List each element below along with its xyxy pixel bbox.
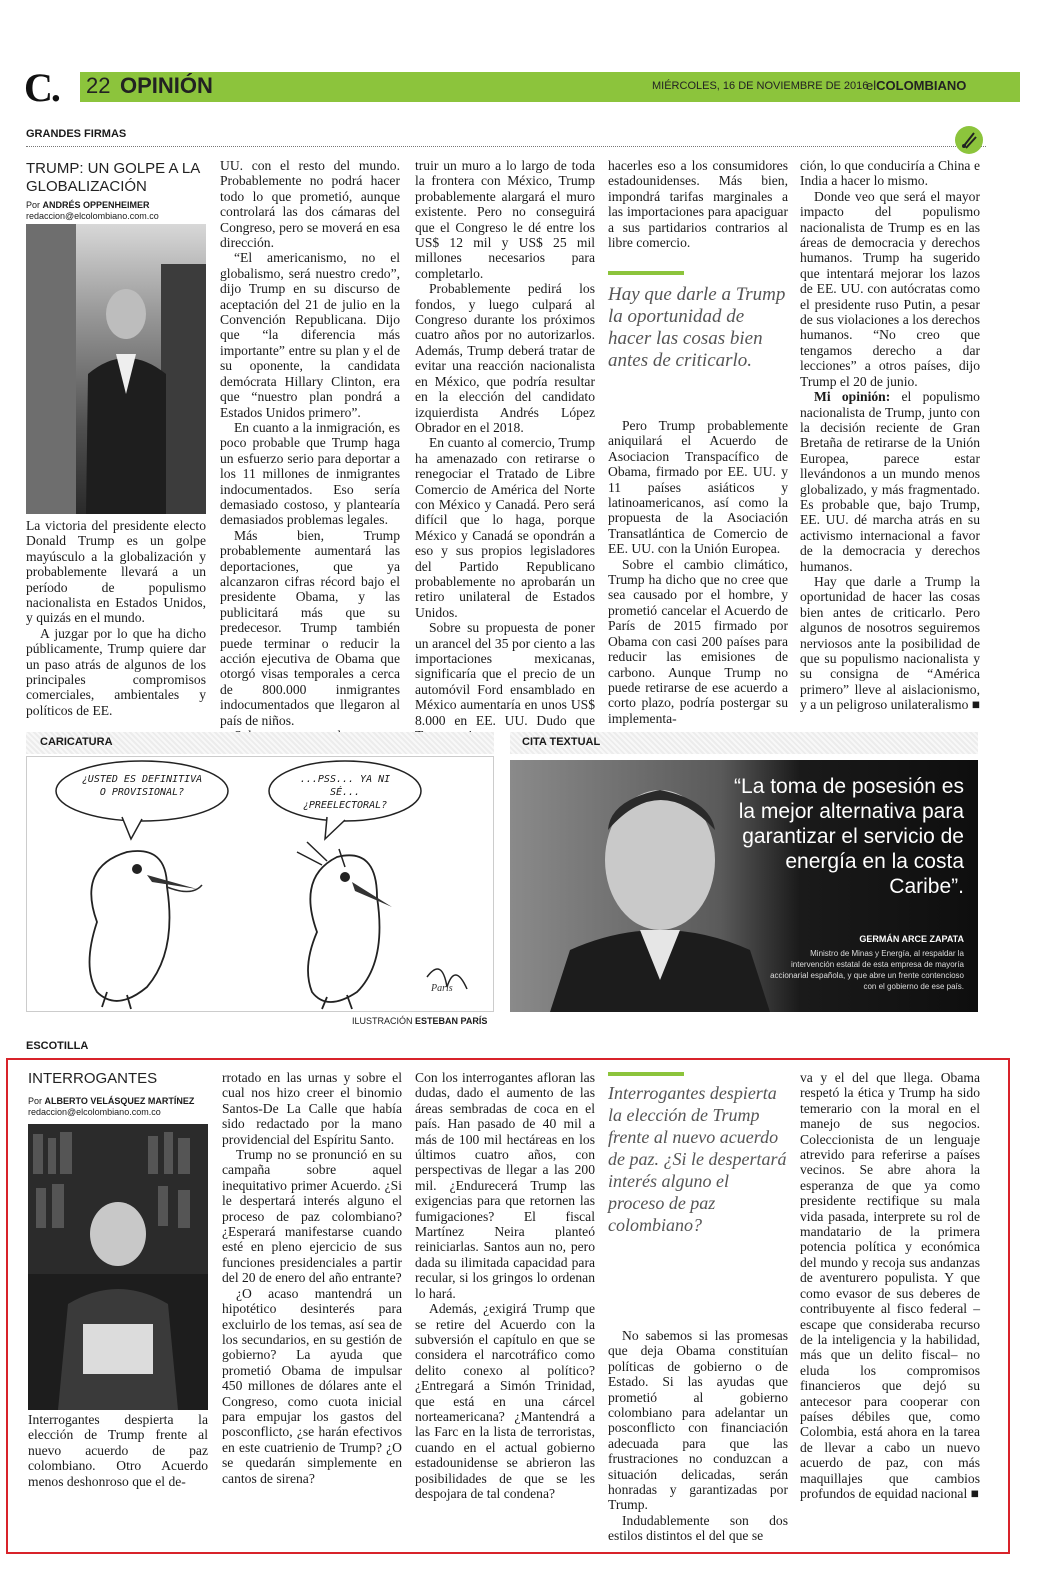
escotilla-email: redaccion@elcolombiano.com.co (28, 1107, 161, 1117)
paragraph: En cuanto al comercio, Trump ha amenazado con retirarse o renegociar el Tratado de Libre Comercio de América del Norte con México y Canadá. Pero será difícil que lo haga, porque México y Canadá se opondrán a eso y sus propios legisladores del Partido Republicano probablemente no aprobarán un retiro unilateral de Estados Unidos. (415, 435, 595, 620)
cita-header (510, 732, 978, 754)
paragraph: “El americanismo, no el globalismo, será nuestro credo”, dijo Trump en su discurso de aceptación del 21 de julio en la Convención Republicana. Dijo que “la diferencia más importante” entre su plan y el de su oponente, la candidata demócrata Hillary Clinton, era que “nuestro plan pondrá a Estados Unidos primero”. (220, 250, 400, 420)
escotilla-byline (28, 1096, 194, 1106)
paragraph: hacerles eso a los consumidores estadounidenses. Más bien, impondrá tarifas marginales a las importaciones para apaciguar a sus partidarios contrarios al libre comercio. (608, 158, 788, 251)
paragraph: Trump no se pronunció en su campaña sobre aquel inequitativo primer Acuerdo. ¿Si le despertará interés alguno el proceso de paz colombiano? ¿Esperará manifestarse cuando esté en pleno ejercicio de sus funciones presidenciales a partir del 20 de enero del año entrante? (222, 1147, 402, 1286)
brand-name (866, 78, 966, 93)
escotilla-column-5 (800, 1070, 980, 1501)
paragraph: Pero Trump probablemente aniquilará el Acuerdo de Asociacion Transpacífico de Obama, firmado por EE. UU. y 11 países asiáticos y latinoamericanos, así como la propuesta de la Asociación Transatlántica de Comercio de EE. UU. con la Unión Europea. (608, 418, 788, 557)
opinion-text: el populismo nacionalista de Trump, junto con la decisión reciente de Gran Bretaña de retirarse de la Unión Europea, parece estar llevándonos a un mundo menos globalizado, y más fragmentado. Es probable que, bajo Trump, EE. UU. dé marcha atrás en su activismo internacional a favor de la democracia y derechos humanos. (800, 389, 980, 574)
section-label-cita: CITA TEXTUAL (522, 736, 601, 748)
paragraph: ción, lo que conduciría a China e India a hacer lo mismo. (800, 158, 980, 189)
author-name: ANDRÉS OPPENHEIMER (42, 200, 150, 210)
opinion-paragraph (800, 389, 980, 574)
byline (26, 200, 150, 210)
escotilla-column-4 (608, 1328, 788, 1544)
opinion-label: Mi opinión: (814, 389, 891, 405)
byline-prefix: Por (28, 1096, 45, 1106)
article-column-1 (26, 518, 206, 718)
quote-author-role: Ministro de Minas y Energía, al respaldar la intervención estatal de esta empresa de mayoría accionarial española, y que abre un frente contencioso con el gobierno de ese país. (770, 949, 964, 991)
paragraph: Probablemente pedirá los fondos, y luego culpará al Congreso durante los próximos cuatro años por no autorizarlos. Además, Trump deberá tratar de evitar una reacción nacionalista en México, que podría resultar en la elección del candidato izquierdista Andrés López Obrador en el 2018. (415, 281, 595, 435)
article-column-2 (220, 158, 400, 728)
escotilla-column-1 (28, 1412, 208, 1489)
paragraph: Indudablemente son dos estilos distintos el del que se (608, 1512, 788, 1544)
paragraph: Interrogantes despierta la elección de Trump frente al nuevo acuerdo de paz colombiano. Otro Acuerdo menos deshonroso que el de- (28, 1412, 208, 1489)
cartoon-signature: Paris (431, 983, 453, 994)
paragraph: Más bien, Trump probablemente aumentará las deportaciones, que ya alcanzaron cifras récord bajo el presidente Obama, y las publicitará más que su predecesor. Trump también puede terminar o reducir la acción ejecutiva de Obama que otorgó visas temporales a cerca de 800.000 inmigrantes indocumentados que llegaron al país de niños. (220, 527, 400, 728)
paragraph: Además, ¿exigirá Trump que se retire del Acuerdo con la subversión el capítulo en que se considera el narcotráfico como delito conexo al político? ¿Entregará a Simón Trinidad, que está en una cárcel norteamericana? ¿Mantendrá a las Farc en la lista de terroristas, cuando en el actual gobierno estadounidense se abrieron las posibilidades de que se les despojara de tal condena? (415, 1301, 595, 1501)
paragraph: UU. con el resto del mundo. Probablemente no podrá hacer todo lo que prometió, aunque controlará las dos cámaras del Congreso, pero se moverá en esa dirección. (220, 158, 400, 251)
page-number: 22 (86, 73, 111, 98)
paragraph: Con los interrogantes afloran las dudas, dado el aumento de las áreas sembradas de coca en el país. Han pasado de 40 mil a más de 100 mil hectáreas en los últimos cuatro años, con perspectivas de llegar a las 200 mil. ¿Endurecerá Trump las exigencias para que retornen las fumigaciones? El fiscal Martínez Neira planteó reiniciarlas. Santos aun no, pero dada su ilimitada capacidad para recular, si los gringos lo ordenan lo hará. (415, 1070, 595, 1301)
section-label-escotilla: ESCOTILLA (26, 1040, 89, 1052)
byline-prefix: Por (26, 200, 43, 210)
illustration-credit (352, 1016, 487, 1026)
cartoon-frame (26, 756, 494, 1012)
escotilla-title: INTERROGANTES (28, 1070, 158, 1087)
paragraph: No sabemos si las promesas que deja Obama constituían políticas de gobierno o de Estado. Si las ayudas que prometió al gobierno colombiano para adelantar un posconflicto con financiación adecuada para que las frustraciones no conduzcan a situación delicadas, serán honradas y garantizadas por Trump. (608, 1328, 788, 1513)
caricatura-header (26, 732, 494, 754)
paragraph: truir un muro a lo largo de toda la frontera con México, Trump probablemente alargará el muro existente. Pero no conseguirá que el Congreso le dé entre los US$ 12 mil y US$ 25 mil millones necesarios para completarlo. (415, 158, 595, 281)
logo: C. (24, 65, 59, 110)
paragraph: Sobre su propuesta de poner un arancel del 35 por ciento a las importaciones mexicanas, significaría que el precio de un automóvil Ford ensamblado en México aumentaría en unos US$ 8.000 en EE. UU. Dudo que (415, 620, 595, 728)
escotilla-author-photo (28, 1124, 208, 1410)
paragraph: En cuanto a la inmigración, es poco probable que Trump haga un esfuerzo serio para deportar a los 11 millones de inmigrantes indocumentados. Eso sería demasiado costoso, y plantearía demasiados problemas legales. (220, 419, 400, 528)
article-column-3 (415, 158, 595, 728)
paragraph: va y el del que llega. Obama respetó la ética y Trump ha sido temerario con la moral en el manejo de sus negocios. Coleccionista de un lenguaje atrevido para referirse a países vecinos. Se abre ahora la esperanza de que ya como presidente rectifique su mala vida pasada, interprete su rol de mandatario de la primera potencia política y económica del mundo y recoja sus andanzas de aventurero populista. Y que como evasor de sus deberes de contribuyente al fisco federal –escape que consideraba recurso de la inteligencia y la habilidad, más que un delito fiscal– no eluda los compromisos financieros que dejó su antecesor para cooperar con países débiles que, como Colombia, está ahora en la tarea de llevar a cabo un nuevo acuerdo de paz, con más maquillajes que cambios profundos de equidad nacional ■ (800, 1070, 980, 1501)
paragraph: A juzgar por lo que ha dicho públicamente, Trump quiere dar un paso atrás de algunos de los principales compromisos comerciales, ambientales y políticos de EE. (26, 625, 206, 718)
bubble-2-text: ...PSS... YA NI SÉ... ¿PREELECTORAL? (299, 774, 391, 811)
escotilla-column-2 (222, 1070, 402, 1490)
credit-name: ESTEBAN PARÍS (415, 1016, 488, 1026)
escotilla-column-3 (415, 1070, 595, 1501)
issue-date: MIÉRCOLES, 16 DE NOVIEMBRE DE 2016 (652, 80, 869, 92)
author-email: redaccion@elcolombiano.com.co (26, 211, 159, 221)
author-name: ALBERTO VELÁSQUEZ MARTÍNEZ (44, 1096, 195, 1106)
paragraph: Sobre el cambio climático, Trump ha dicho que no cree que sea causado por el hombre, y prometió cancelar el Acuerdo de París de 2015 firmado por Obama con casi 200 países para reducir las emisiones de carbono. Aunque Trump no puede retirarse de ese acuerdo a corto plazo, podría postergar su implementa- (608, 556, 788, 726)
quote-author: GERMÁN ARCE ZAPATA (859, 934, 964, 944)
paragraph: Hay que darle a Trump la oportunidad de hacer las cosas bien antes de criticarlo. Pero algunos de nosotros seguiremos nerviosos ante la posibilidad de que su populismo nacionalista y su consigna de “América primero” lleve al aislacionismo, y a un peligroso unilateralismo ■ (800, 573, 980, 713)
article-column-5 (800, 158, 980, 713)
brand-el: el (866, 78, 877, 93)
paragraph: Donde veo que será el mayor impacto del populismo nacionalista de Trump es en las áreas de democracia y derechos humanos. Trump ha sugerido que intentará mejorar los lazos de EE. UU. con autócratas como el presidente ruso Putin, a pesar de sus violaciones a los derechos humanos. “No creo que tengamos derecho a dar lecciones” a otros países, dijo Trump el 20 de junio. (800, 188, 980, 389)
article-column-4-top (608, 158, 788, 258)
escotilla-pull-quote: Interrogantes despierta la elección de Trump frente al nuevo acuerdo de paz. ¿Si le despertará interés alguno el proceso de paz colombiano? (608, 1083, 787, 1235)
section-title: OPINIÓN (120, 73, 213, 98)
paragraph: La victoria del presidente electo Donald Trump es un golpe mayúsculo a la globalización y probablemente llevará a un período de populismo nacionalista en Estados Unidos, y quizás en el mundo. (26, 518, 206, 626)
author-photo (26, 224, 206, 514)
paragraph: rrotado en las urnas y sobre el cual nos hizo creer el binomio Santos-De La Calle que había sido redactado por la mano providencial del Espíritu Santo. (222, 1070, 402, 1147)
cita-photo (510, 760, 978, 1012)
page-header (24, 65, 1020, 110)
quote-text: “La toma de posesión es la mejor alternativa para garantizar el servicio de energía en la costa Caribe”. (734, 775, 964, 898)
paragraph: ¿O acaso mantendrá un hipotético desinterés para excluirlo de los temas, así sea de los secundarios, en su gestión de gobierno? La ayuda que prometió Obama de impulsar 450 millones de dólares ante el Congreso, como cuota inicial para empujar los gastos del posconflicto, ¿se harán efectivos en este cuatrienio de Trump? ¿O se quedarán simplemente en cantos de sirena? (222, 1285, 402, 1486)
section-label-caricatura: CARICATURA (40, 736, 113, 748)
pen-icon (955, 126, 983, 154)
pull-quote-rule (608, 1072, 684, 1076)
bubble-1-text: ¿USTED ES DEFINITIVA O PROVISIONAL? (81, 774, 203, 798)
section-label-grandes-firmas: GRANDES FIRMAS (26, 128, 127, 140)
pull-quote-rule (608, 271, 684, 275)
brand-colombiano: COLOMBIANO (876, 78, 967, 93)
article-title: TRUMP: UN GOLPE A LA GLOBALIZACIÓN (26, 160, 200, 195)
credit-prefix: ILUSTRACIÓN (352, 1016, 416, 1026)
article-column-4-bottom (608, 418, 788, 726)
pull-quote: Hay que darle a Trump la oportunidad de hacer las cosas bien antes de criticarlo. (608, 284, 786, 371)
section-divider (26, 146, 986, 147)
